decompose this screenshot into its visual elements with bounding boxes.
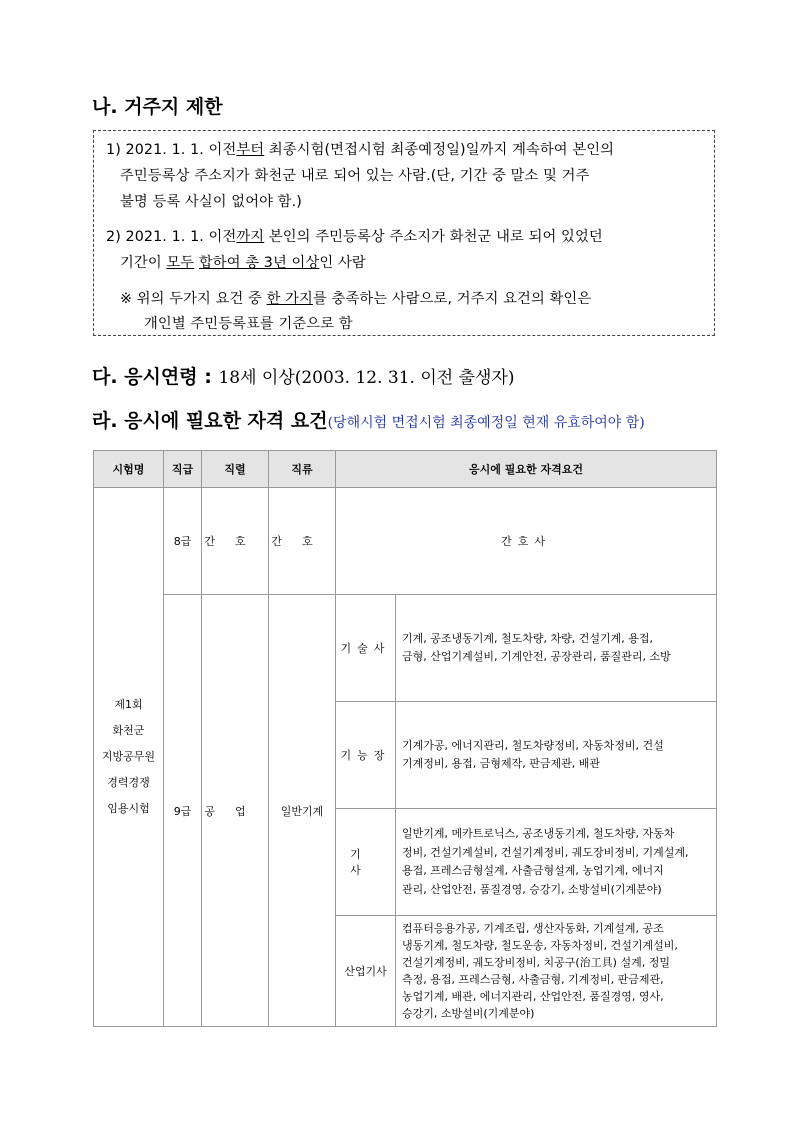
cert-fields: 기계, 공조냉동기계, 철도차량, 차량, 건설기계, 용접, 금형, 산업기계설비, 기계안전, 공장관리, 품질관리, 소방 (396, 595, 717, 702)
section-ra-note: (당해시험 면접시험 최종예정일 현재 유효하여야 함) (327, 415, 645, 431)
nurse-requirement: 간호사 (336, 488, 717, 595)
section-da-title: 다. 응시연령 (92, 366, 198, 388)
section-ra (92, 406, 645, 433)
note-line2: 개인별 주민등록표를 기준으로 함 (144, 316, 353, 332)
cert-type: 기술사 (336, 595, 396, 702)
mech-grade: 9급 (164, 595, 202, 1027)
mech-series: 공업 (202, 595, 269, 1027)
header-grade: 직급 (164, 451, 202, 488)
cert-type: 기사 (336, 809, 396, 916)
nurse-series: 간호 (202, 488, 269, 595)
exam-name-cell: 제1회 화천군 지방공무원 경력경쟁 임용시험 (94, 488, 164, 1027)
age-requirement: 18세 이상(2003. 12. 31. 이전 출생자) (218, 368, 515, 388)
nurse-grade: 8급 (164, 488, 202, 595)
cert-type: 기능장 (336, 702, 396, 809)
section-da: 다. 응시연령 : 18세 이상(2003. 12. 31. 이전 출생자) (92, 366, 515, 388)
header-exam-name: 시험명 (94, 451, 164, 488)
item1-line2: 주민등록상 주소지가 화천군 내로 되어 있는 사람.(단, 기간 중 말소 및 거주 (120, 168, 590, 184)
item2-line2: 기간이 모두 합하여 총 3년 이상인 사람 (120, 255, 366, 271)
requirements-table (93, 450, 717, 1027)
section-na-title: 나. 거주지 제한 (92, 96, 223, 118)
item1-line1: 1) 2021. 1. 1. 이전부터 최종시험(면접시험 최종예정일)일까지 계속하여 본인의 (106, 142, 615, 158)
table-header-row (94, 451, 717, 488)
note-line1: ※ 위의 두가지 요건 중 한 가지를 충족하는 사람으로, 거주지 요건의 확인은 (120, 291, 592, 307)
residency-box (93, 130, 715, 336)
item2-line1: 2) 2021. 1. 1. 이전까지 본인의 주민등록상 주소지가 화천군 내로 되어 있었던 (106, 229, 603, 245)
section-ra-title: 라. 응시에 필요한 자격 요건 (92, 410, 328, 432)
table-row-mech-1 (94, 595, 717, 702)
header-series: 직렬 (202, 451, 269, 488)
table-row-nurse (94, 488, 717, 595)
nurse-class: 간호 (269, 488, 336, 595)
item1-line3: 불명 등록 사실이 없어야 함.) (120, 194, 302, 210)
cert-fields: 기계가공, 에너지관리, 철도차량정비, 자동차정비, 건설 기계정비, 용접, 금형제작, 판금제관, 배관 (396, 702, 717, 809)
cert-fields: 일반기계, 메카트로닉스, 공조냉동기계, 철도차량, 자동차 정비, 건설기계설비, 건설기계정비, 궤도장비정비, 기계설계, 용접, 프레스금형설계, 사출금형설계, 농업기계, 에너지 관리, 산업안전, 품질경영, 승강기, 소방설비(기계분야) (396, 809, 717, 916)
cert-fields: 컴퓨터응용가공, 기계조립, 생산자동화, 기계설계, 공조 냉동기계, 철도차량, 철도운송, 자동차정비, 건설기계설비, 건설기계정비, 궤도장비정비, 치공구(治工具) 설계, 정밀 측정, 용접, 프레스금형, 사출금형, 기계정비, 판금제관, 농업기계, 배관, 에너지관리, 산업안전, 품질경영, 영사, 승강기, 소방설비(기계분야) (396, 916, 717, 1027)
mech-class: 일반기계 (269, 595, 336, 1027)
header-class: 직류 (269, 451, 336, 488)
cert-type: 산업기사 (336, 916, 396, 1027)
header-requirement: 응시에 필요한 자격요건 (336, 451, 717, 488)
